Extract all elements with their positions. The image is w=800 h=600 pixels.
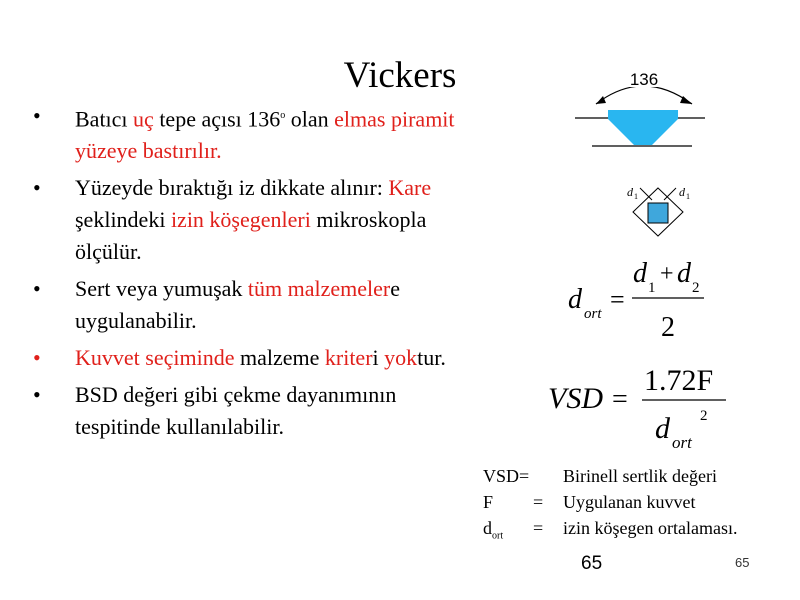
svg-text:2: 2 (700, 408, 708, 424)
svg-text:2: 2 (692, 280, 700, 296)
bullet-dot: • (33, 175, 41, 201)
arrow-head-left (596, 96, 606, 104)
bullet-item: • Yüzeyde bıraktığı iz dikkate alınır: Kare şeklindeki izin köşegenleri mikroskopla ölçülür. (33, 172, 483, 268)
indent-square (648, 203, 668, 223)
svg-text:ort: ort (584, 306, 602, 322)
bullet-dot: • (33, 103, 41, 128)
svg-text:1.72F: 1.72F (644, 364, 714, 397)
svg-text:d: d (568, 284, 582, 315)
bullet-item: • Batıcı uç tepe açısı 136$^o$ olan elmas piramit yüzeye bastırılır. (33, 100, 483, 167)
slide-number: 65 (735, 555, 750, 570)
page-number: 65 (581, 553, 603, 574)
svg-text:ort: ort (672, 433, 692, 452)
formula-d-ort (568, 258, 704, 343)
slide-title: Vickers (343, 55, 457, 96)
svg-text:d: d (655, 412, 670, 445)
svg-text:=: = (610, 285, 625, 314)
bullet-dot: • (33, 345, 41, 371)
bullet-item: • Sert veya yumuşak tüm malzemelere uygulanabilir. (33, 273, 483, 337)
d1-right: d (679, 185, 685, 199)
formula-vsd (548, 364, 726, 452)
indenter-top (608, 110, 678, 119)
indenter-figure (575, 70, 705, 146)
bullet-item: • BSD değeri gibi çekme dayanımının tespitinde kullanılabilir. (33, 379, 483, 443)
svg-text:d: d (633, 258, 647, 289)
d1-left: d (627, 185, 633, 199)
svg-text:VSD: VSD (548, 382, 603, 415)
svg-text:1: 1 (686, 192, 690, 201)
indent-figure (627, 185, 690, 236)
indenter-tip (608, 119, 678, 145)
bullet-item: • Kuvvet seçiminde malzeme kriteri yoktur. (33, 342, 483, 374)
bullet-dot: • (33, 276, 41, 302)
svg-text:2: 2 (661, 312, 675, 343)
angle-label: 136 (629, 70, 659, 89)
svg-text:=: = (612, 384, 628, 415)
svg-text:1: 1 (634, 192, 638, 201)
svg-text:d: d (677, 258, 691, 289)
svg-text:+: + (660, 261, 674, 287)
bullet-dot: • (33, 382, 41, 408)
svg-text:1: 1 (648, 280, 656, 296)
